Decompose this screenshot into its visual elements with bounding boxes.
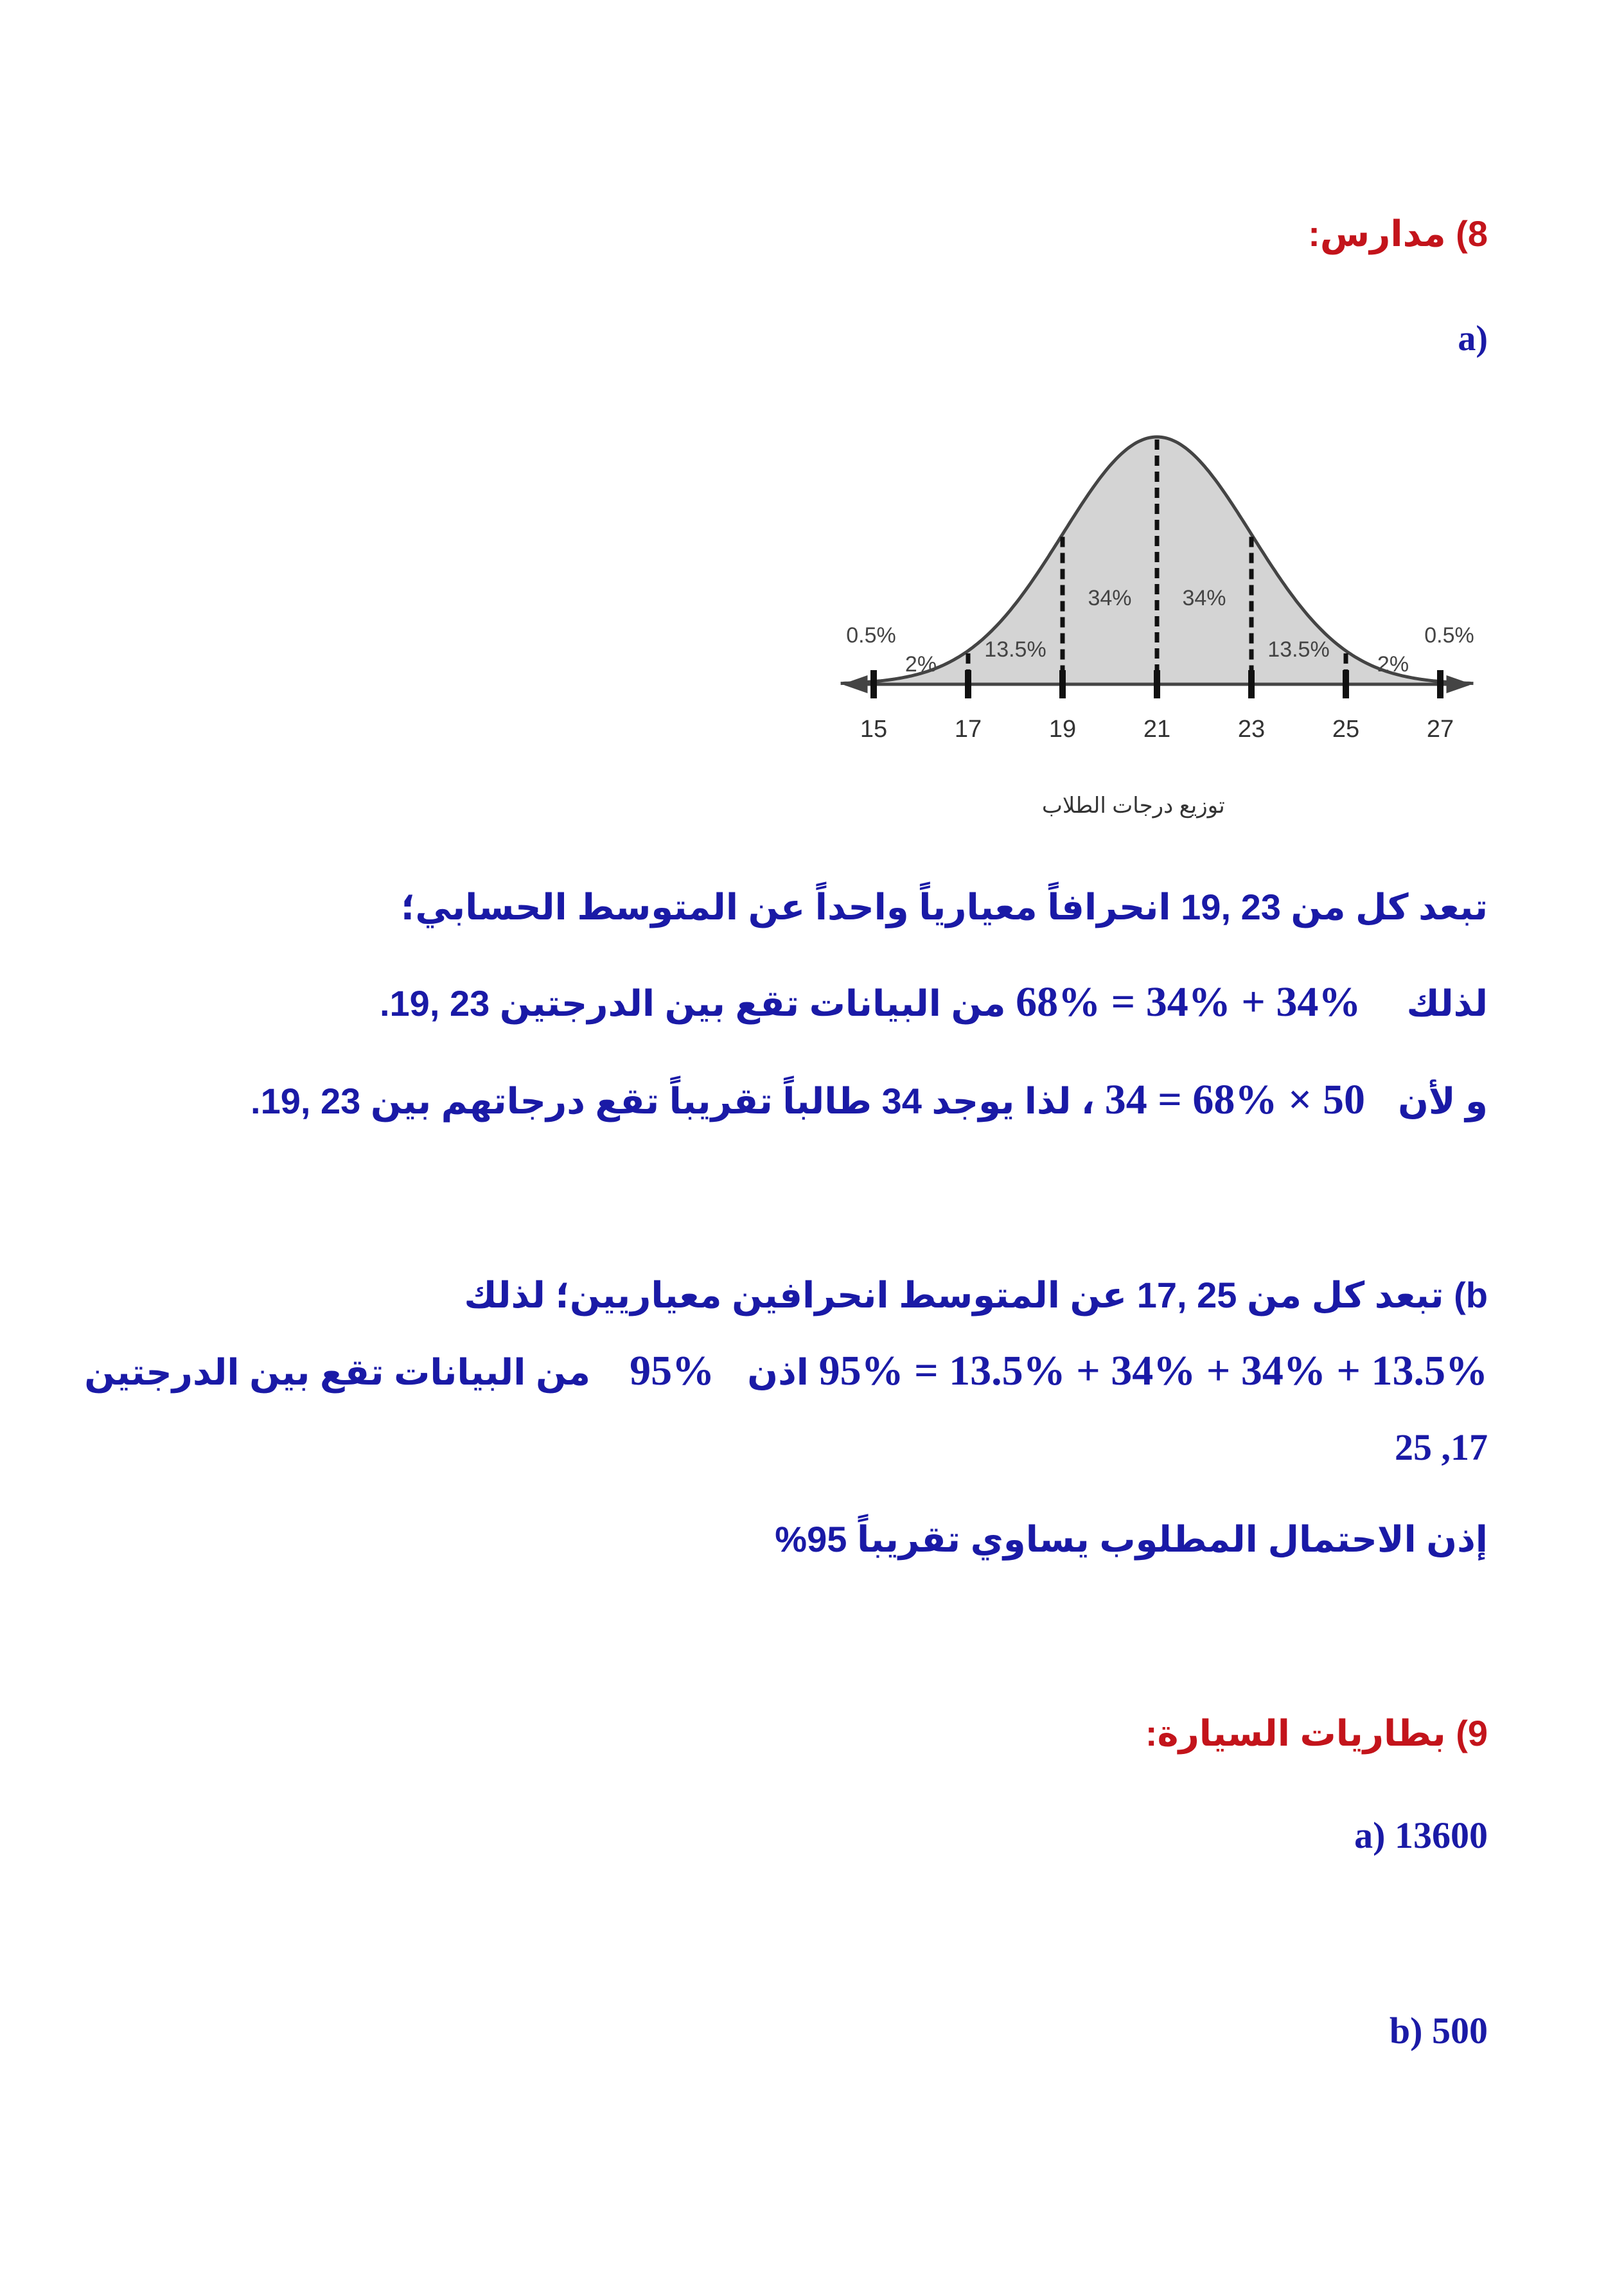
- chart-caption: توزيع درجات الطلاب: [1041, 793, 1225, 818]
- percentage-sum-line: [380, 977, 1488, 1027]
- region-label-2: 34%: [1088, 586, 1132, 610]
- part-a-label: (a: [1458, 319, 1488, 359]
- region-label-0: 2%: [905, 652, 937, 677]
- percentage-sum-rest: من البيانات تقع بين الدرجتين 23 ,19.: [379, 983, 1006, 1023]
- q9-part-a: 13600 (a: [1354, 1814, 1488, 1856]
- part-b-percent: 95%: [630, 1347, 715, 1394]
- x-axis-right-arrow: [1447, 675, 1472, 693]
- tick-label-23: 23: [1237, 716, 1266, 743]
- sum-equation: 68% = 34% + 34%: [1016, 979, 1361, 1025]
- part-b-then: اذن: [747, 1352, 809, 1392]
- because-word: و لأن: [1398, 1081, 1488, 1121]
- tail-label-right: 0.5%: [1424, 623, 1474, 648]
- region-label-5: 2%: [1377, 652, 1409, 677]
- part-b-line: b) تبعد كل من 25 ,17 عن المتوسط انحرافين معياريين؛ لذلك: [464, 1275, 1488, 1315]
- part-b-rest: من البيانات تقع بين الدرجتين: [84, 1352, 591, 1392]
- q9-part-b: 500 (b: [1389, 2010, 1488, 2051]
- sd-explanation-line: تبعد كل من 23 ,19 انحرافاً معيارياً واحداً عن المتوسط الحسابي؛: [401, 887, 1488, 927]
- student-count-line: [251, 1074, 1488, 1125]
- part-b-equation: 95% = 13.5% + 34% + 34% + 13.5%: [818, 1347, 1488, 1394]
- tick-label-21: 21: [1143, 716, 1171, 743]
- part-b-conclusion: إذن الاحتمال المطلوب يساوي تقريباً 95%: [775, 1519, 1488, 1559]
- tick-label-27: 27: [1426, 716, 1454, 743]
- region-label-1: 13.5%: [984, 637, 1046, 662]
- tail-label-left: 0.5%: [846, 623, 896, 648]
- tick-label-17: 17: [954, 716, 982, 743]
- region-label-4: 13.5%: [1267, 637, 1330, 662]
- x-axis-left-arrow: [842, 675, 868, 693]
- normal-distribution-chart: [809, 418, 1503, 829]
- count-equation: 34 = 68% × 50: [1104, 1076, 1365, 1123]
- question-9-title: 9) بطاريات السيارة:: [1145, 1713, 1488, 1753]
- question-8-title: 8) مدارس:: [1308, 213, 1488, 254]
- region-label-3: 34%: [1182, 586, 1226, 610]
- tick-label-19: 19: [1048, 716, 1077, 743]
- part-b-range: 17, 25: [1395, 1426, 1488, 1468]
- part-b-equation-line: [84, 1345, 1488, 1396]
- tick-label-15: 15: [860, 716, 888, 743]
- therefore-word: لذلك: [1406, 983, 1488, 1023]
- student-count-rest: ، لذا يوجد 34 طالباً تقريباً تقع درجاتهم بين 23 ,19.: [251, 1081, 1095, 1121]
- tick-label-25: 25: [1332, 716, 1360, 743]
